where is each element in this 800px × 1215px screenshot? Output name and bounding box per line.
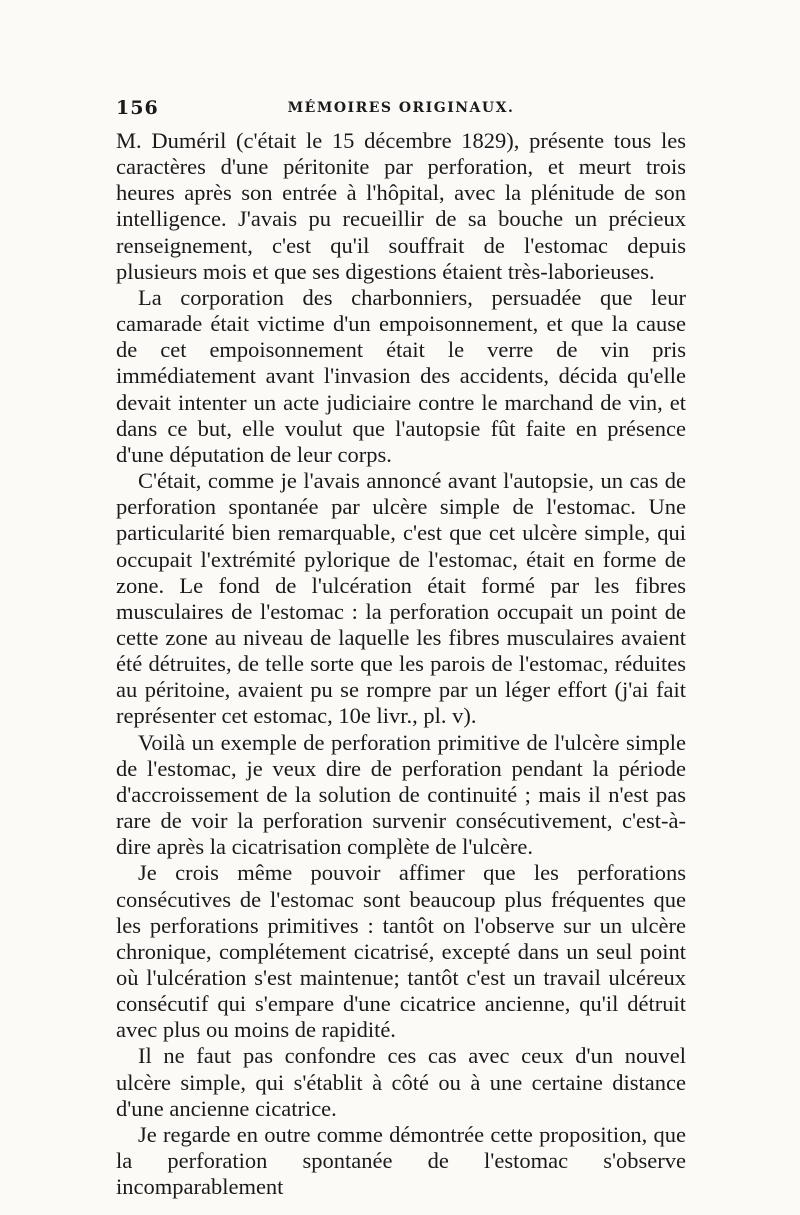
paragraph-2: La corporation des charbonniers, persuadée que leur camarade était victime d'un empoisonnement, et que la cause de cet empoisonnement était le verre de vin pris immédiatement avant l'invasion des accidents, décida qu'elle devait intenter un acte judiciaire contre le marchand de vin, et dans ce but, elle voulut que l'autopsie fût faite en présence d'une députation de leur corps. [116,284,686,467]
paragraph-6: Il ne faut pas confondre ces cas avec ceux d'un nouvel ulcère simple, qui s'établit à côté ou à une certaine distance d'une ancienne cicatrice. [116,1043,686,1121]
paragraph-4: Voilà un exemple de perforation primitive de l'ulcère simple de l'estomac, je veux dire de perforation pendant la période d'accroissement de la solution de continuité ; mais il n'est pas rare de voir la perforation survenir consécutivement, c'est-à-dire après la cicatrisation complète de l'ulcère. [116,729,686,860]
paragraph-1: M. Duméril (c'était le 15 décembre 1829), présente tous les caractères d'une péritonite par perforation, et meurt trois heures après son entrée à l'hôpital, avec la plénitude de son intelligence. J'avais pu recueillir de sa bouche un précieux renseignement, c'est qu'il souffrait de l'estomac depuis plusieurs mois et que ses digestions étaient très-laborieuses. [116,128,686,284]
page-header [116,93,686,123]
paragraph-7: Je regarde en outre comme démontrée cette proposition, que la perforation spontanée de l'estomac s'observe incomparablement [116,1121,686,1200]
paragraph-5: Je crois même pouvoir affimer que les perforations consécutives de l'estomac sont beaucoup plus fréquentes que les perforations primitives : tantôt on l'observe sur un ulcère chronique, complétement cicatrisé, excepté dans un seul point où l'ulcération s'est maintenue; tantôt c'est un travail ulcéreux consécutif qui s'empare d'une cicatrice ancienne, qu'il détruit avec plus ou moins de rapidité. [116,860,686,1043]
running-title: MÉMOIRES ORIGINAUX. [287,100,515,116]
body-text [116,128,686,1200]
page-number: 156 [116,97,159,119]
paragraph-3: C'était, comme je l'avais annoncé avant l'autopsie, un cas de perforation spontanée par ulcère simple de l'estomac. Une particularité bien remarquable, c'est que cet ulcère simple, qui occupait l'extrémité pylorique de l'estomac, était en forme de zone. Le fond de l'ulcération était formé par les fibres musculaires de l'estomac : la perforation occupait un point de cette zone au niveau de laquelle les fibres musculaires avaient été détruites, de telle sorte que les parois de l'estomac, réduites au péritoine, avaient pu se rompre par un léger effort (j'ai fait représenter cet estomac, 10e livr., pl. v). [116,468,686,729]
